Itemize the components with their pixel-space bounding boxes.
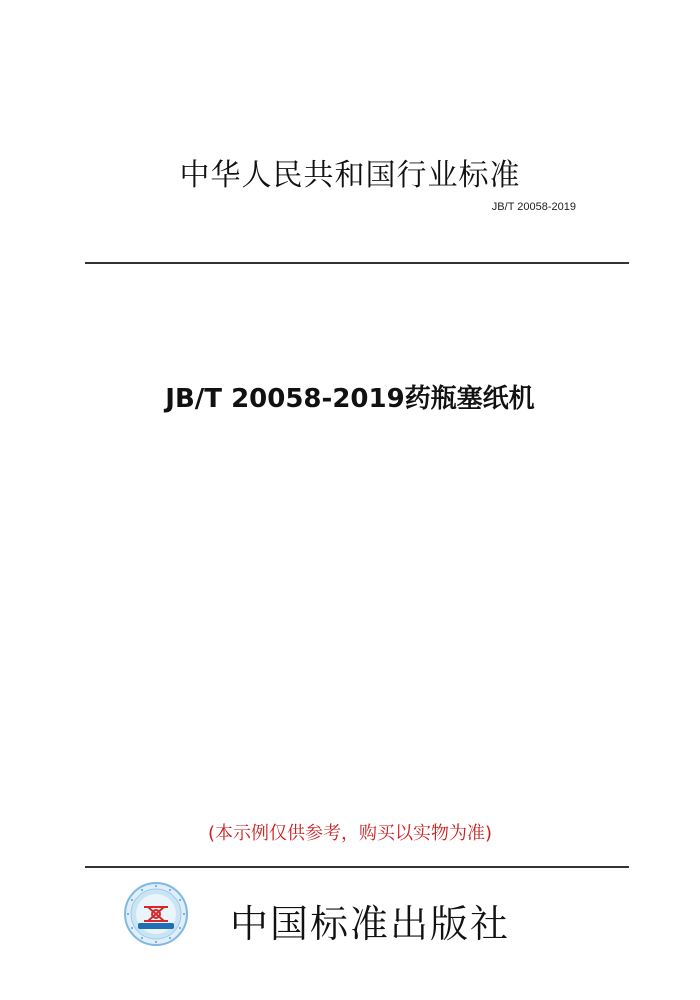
anti-counterfeit-seal-icon xyxy=(124,882,188,946)
top-divider xyxy=(85,262,629,264)
publisher-name: 中国标准出版社 xyxy=(230,902,511,946)
bottom-divider xyxy=(85,866,629,868)
standard-code: JB/T 20058-2019 xyxy=(491,201,576,213)
standard-category-heading: 中华人民共和国行业标准 xyxy=(179,158,521,193)
document-title: JB/T 20058-2019药瓶塞纸机 xyxy=(165,384,535,414)
sample-disclaimer: (本示例仅供参考，购买以实物为准) xyxy=(207,823,493,844)
